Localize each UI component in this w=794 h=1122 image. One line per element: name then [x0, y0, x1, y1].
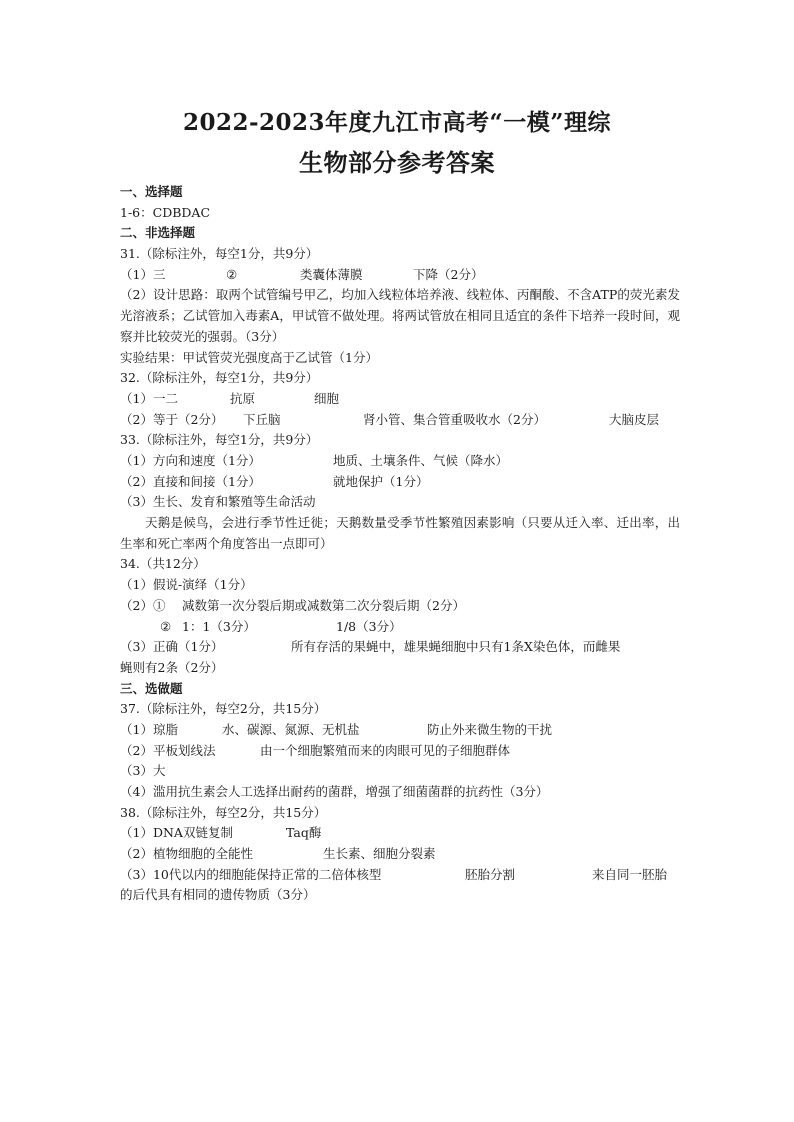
document-title: 2022-2023年度九江市高考“一模”理综 [182, 109, 612, 136]
section-heading-elective: 三、选做题 [120, 680, 183, 696]
q32-answer-1 [120, 389, 680, 410]
q31-heading: 31.（除标注外，每空1分，共9分） [120, 246, 319, 262]
answer-blank: 抗原 [230, 390, 256, 406]
answer-blank: （1）一二 [120, 390, 178, 406]
q33-answer-1 [120, 451, 680, 472]
q33-heading: 33.（除标注外，每空1分，共9分） [120, 432, 319, 448]
q34-answer-2 [120, 596, 680, 617]
q34-answer-5: 蝇则有2条（2分） [120, 659, 224, 675]
q32-answer-2 [120, 410, 680, 431]
answer-blank: （2）① [120, 597, 166, 613]
q37-answer-2 [120, 741, 680, 762]
q37-answer-3: （3）大 [120, 763, 166, 779]
answer-blank: 下降（2分） [413, 266, 484, 282]
q38-answer-2 [120, 844, 680, 865]
answer-blank: 减数第一次分裂后期或减数第二次分裂后期（2分） [182, 597, 465, 613]
answer-content [120, 182, 680, 906]
answer-blank: 肾小管、集合管重吸收水（2分） [363, 411, 546, 427]
q34-answer-4 [120, 637, 680, 658]
choice-answers: 1-6：CDBDAC [120, 204, 211, 220]
q38-answer-3 [120, 865, 680, 886]
answer-blank: （2）平板划线法 [120, 742, 216, 758]
answer-blank: 生长素、细胞分裂素 [323, 846, 436, 862]
answer-blank: 防止外来微生物的干扰 [427, 721, 553, 737]
answer-blank: （1）DNA双链复制 [120, 825, 233, 841]
q38-heading: 38.（除标注外，每空2分，共15分） [120, 804, 327, 820]
answer-blank: 下丘脑 [243, 411, 281, 427]
answer-blank: 1：1（3分） [182, 618, 256, 634]
q33-answer-3: （3）生长、发育和繁殖等生命活动 [120, 494, 316, 510]
answer-blank: 地质、土壤条件、气候（降水） [333, 452, 509, 468]
answer-blank: 胚胎分割 [465, 866, 516, 882]
answer-blank: Taq酶 [286, 825, 322, 841]
document-subtitle: 生物部分参考答案 [299, 148, 495, 177]
answer-blank: 1/8（3分） [336, 618, 402, 634]
section-heading-nonchoice: 二、非选择题 [120, 225, 196, 241]
answer-blank: 细胞 [314, 390, 340, 406]
q32-heading: 32.（除标注外，每空1分，共9分） [120, 370, 319, 386]
answer-blank: （1）三 [120, 266, 166, 282]
q33-answer-2 [120, 472, 680, 493]
answer-blank: 类囊体薄膜 [300, 266, 363, 282]
q31-answer-3: 实验结果：甲试管荧光强度高于乙试管（1分） [120, 349, 378, 365]
answer-blank: （3）10代以内的细胞能保持正常的二倍体核型 [120, 866, 382, 882]
q38-answer-4: 的后代具有相同的遗传物质（3分） [120, 887, 316, 903]
q37-answer-1 [120, 720, 680, 741]
answer-blank: （2）植物细胞的全能性 [120, 846, 253, 862]
q38-answer-1 [120, 823, 680, 844]
answer-blank: （3）正确（1分） [120, 639, 224, 655]
q34-heading: 34.（共12分） [120, 556, 206, 572]
answer-blank: （2）等于（2分） [120, 411, 224, 427]
answer-blank: 由一个细胞繁殖而来的肉眼可见的子细胞群体 [260, 742, 511, 758]
answer-blank: （1）方向和速度（1分） [120, 452, 261, 468]
section-heading-choice: 一、选择题 [120, 184, 183, 199]
q34-answer-1: （1）假说-演绎（1分） [120, 577, 253, 593]
answer-blank: 大脑皮层 [609, 411, 660, 427]
answer-blank: 就地保护（1分） [333, 473, 429, 489]
q33-answer-4: 天鹅是候鸟，会进行季节性迁徙；天鹅数量受季节性繁殖因素影响（只要从迁入率、迁出率，出生率和死亡率两个角度答出一点即可） [120, 515, 680, 551]
answer-blank: 水、碳源、氮源、无机盐 [222, 721, 360, 737]
q37-heading: 37.（除标注外，每空2分，共15分） [120, 701, 327, 717]
answer-blank: （2）直接和间接（1分） [120, 473, 261, 489]
answer-blank: （1）琼脂 [120, 721, 178, 737]
q37-answer-4: （4）滥用抗生素会人工选择出耐药的菌群，增强了细菌菌群的抗药性（3分） [120, 784, 549, 800]
answer-blank: ② [226, 266, 238, 282]
answer-blank: 来自同一胚胎 [592, 866, 668, 882]
q31-answer-1 [120, 265, 680, 286]
q31-answer-2: （2）设计思路：取两个试管编号甲乙，均加入线粒体培养液、线粒体、丙酮酸、不含ATP的荧光素发光溶液系；乙试管加入毒素A，甲试管不做处理。将两试管放在相同且适宜的条件下培养一段时间，观察并比较荧光的强弱。（3分） [120, 287, 680, 344]
q34-answer-3 [120, 617, 680, 638]
answer-blank: ② [160, 618, 172, 634]
answer-blank: 所有存活的果蝇中，雄果蝇细胞中只有1条X染色体，而雌果 [291, 639, 621, 655]
